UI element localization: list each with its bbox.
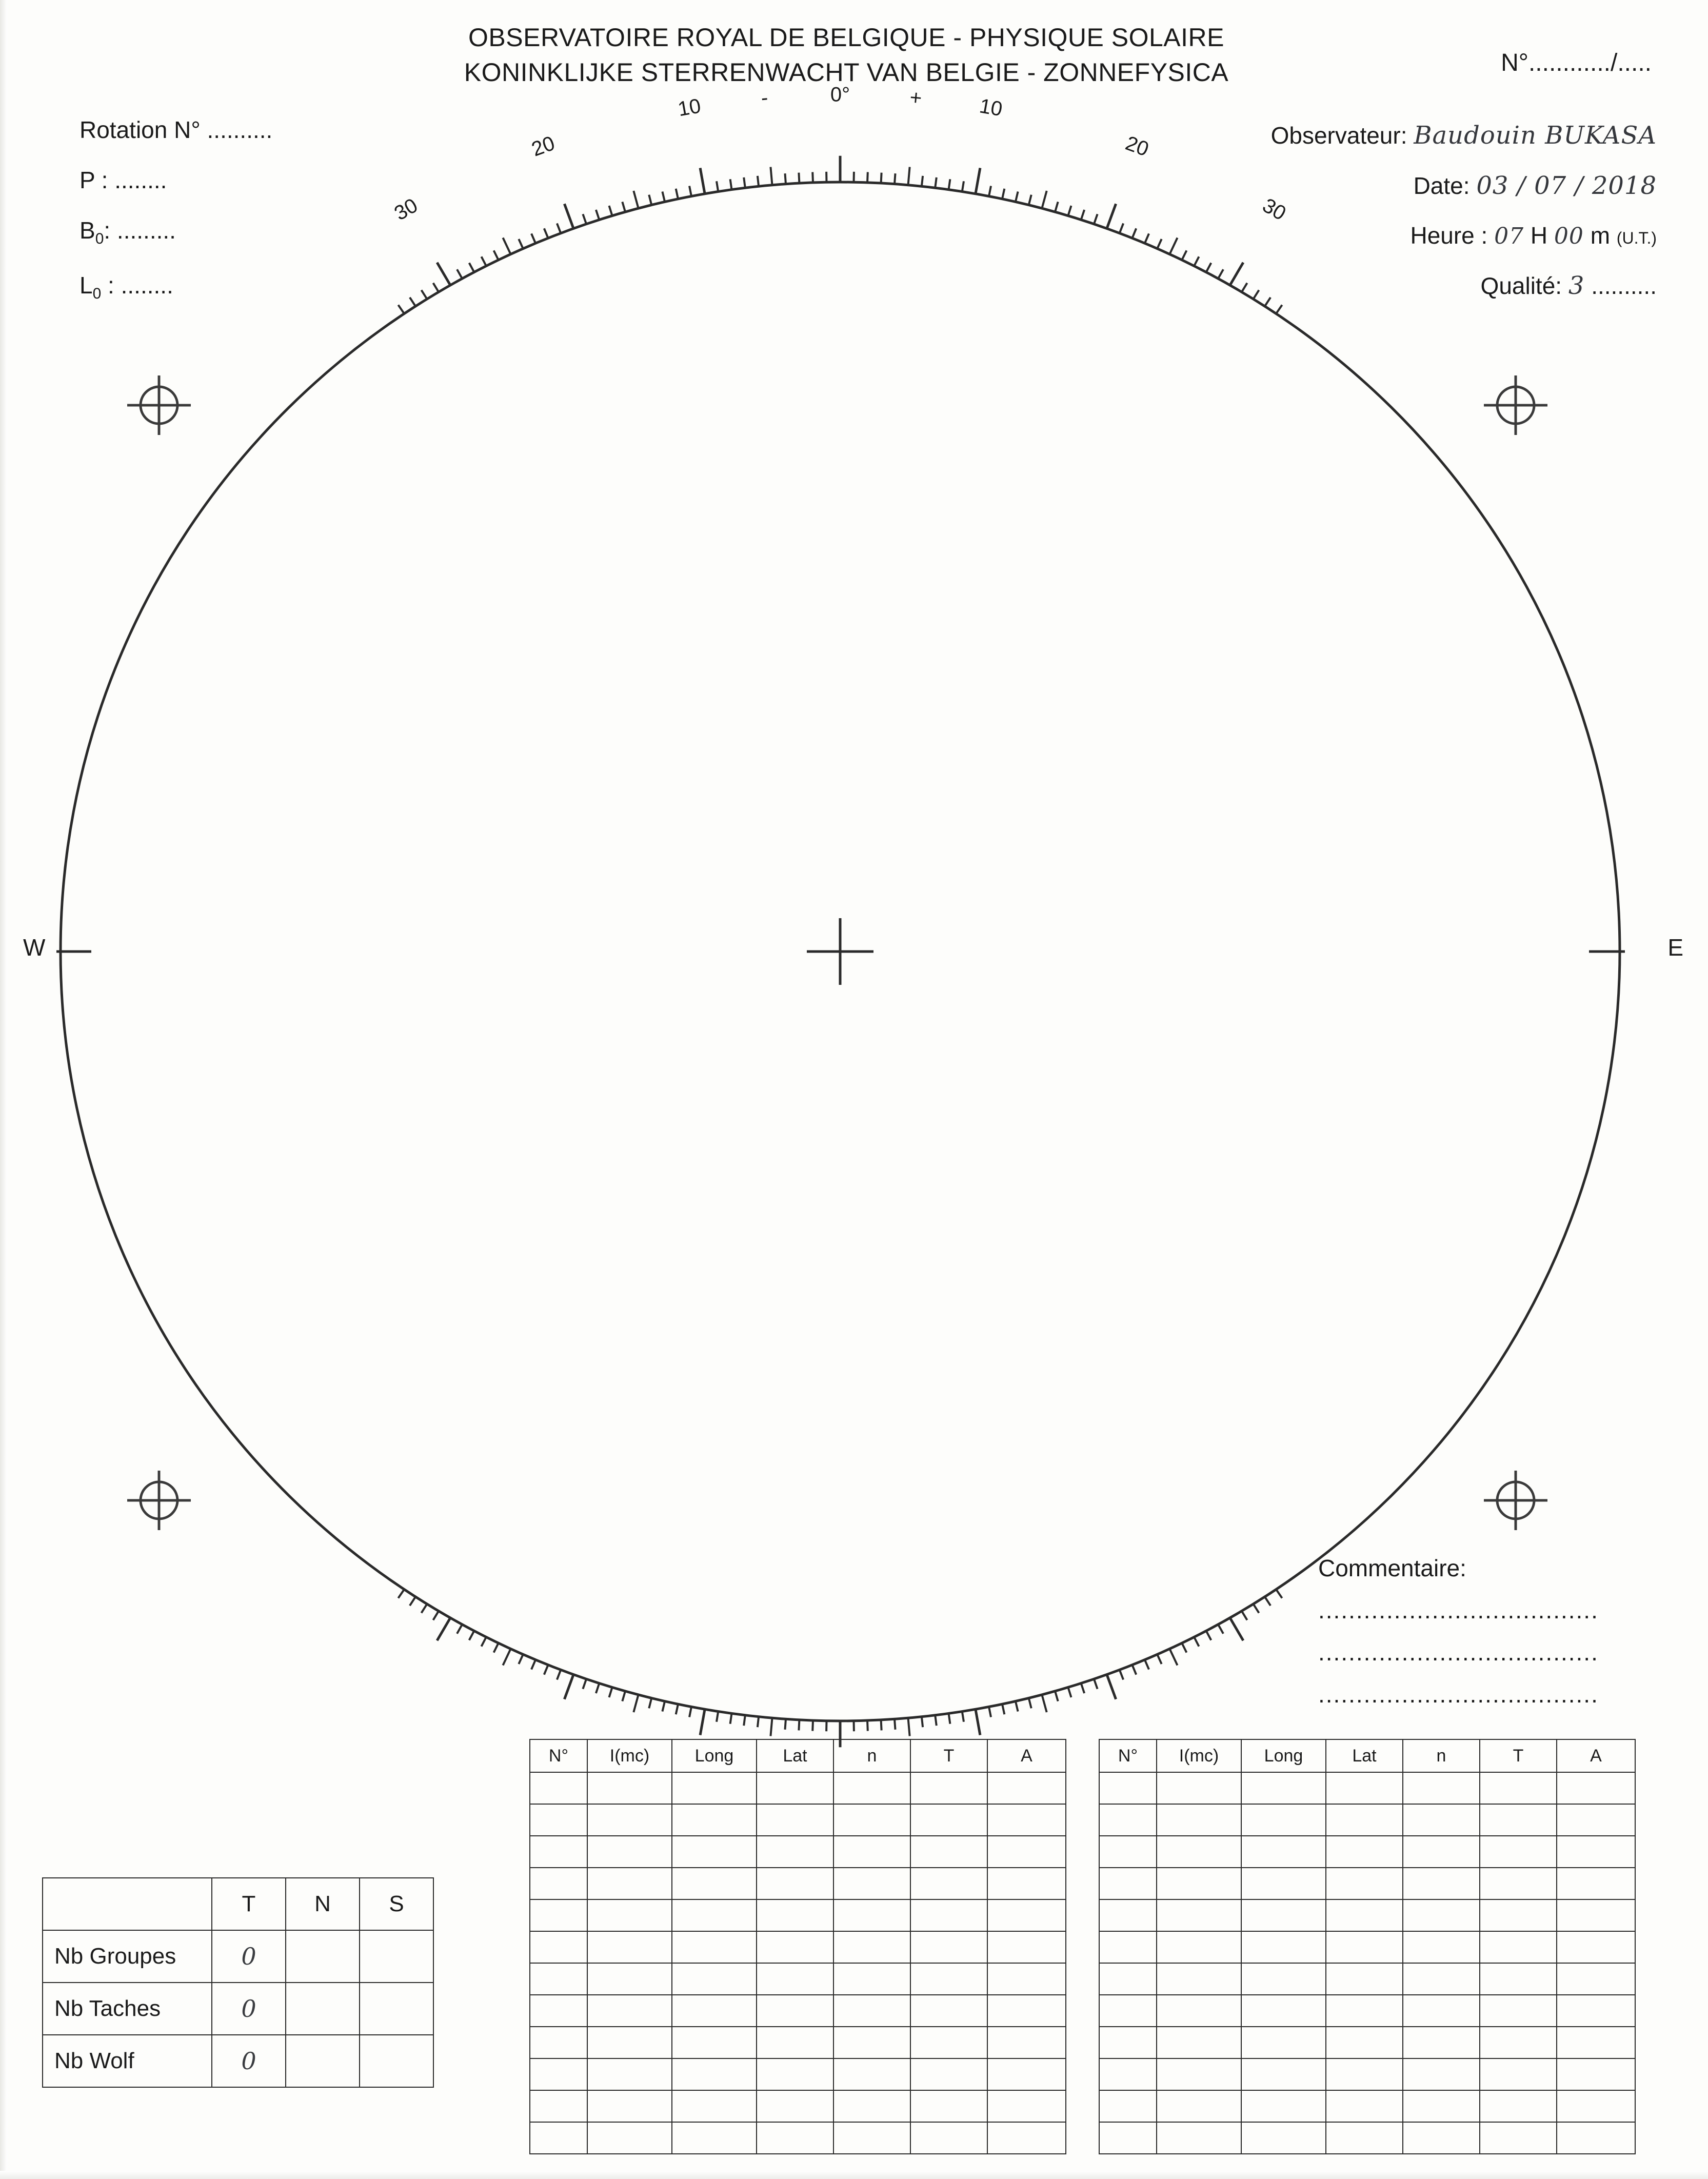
table-cell[interactable] — [530, 2122, 587, 2154]
disk-center-cross — [807, 918, 873, 985]
summary-corner-cell — [43, 1878, 212, 1930]
col-n: n — [833, 1739, 910, 1772]
table-cell[interactable] — [587, 1899, 672, 1931]
sunspot-table-left[interactable] — [529, 1739, 1066, 2154]
table-cell[interactable] — [910, 2058, 987, 2090]
table-cell[interactable] — [1099, 2027, 1157, 2058]
summary-row[interactable] — [43, 1930, 433, 1983]
table-cell[interactable] — [672, 2058, 757, 2090]
graduation-label: + — [908, 86, 923, 110]
table-cell[interactable] — [530, 1868, 587, 1899]
graduation-label: 30 — [1259, 194, 1290, 225]
table-cell[interactable] — [587, 1963, 672, 1995]
table-cell[interactable] — [910, 1995, 987, 2027]
table-cell[interactable] — [530, 1931, 587, 1963]
table-row[interactable] — [530, 1772, 1066, 1804]
col-number: N° — [1099, 1739, 1157, 1772]
comment-line-1[interactable]: ..................................... — [1318, 1597, 1599, 1623]
table-cell[interactable] — [987, 1772, 1066, 1804]
summary-header-row — [43, 1878, 433, 1930]
registration-marks — [127, 375, 1547, 1530]
time-field[interactable] — [1271, 224, 1657, 248]
graduation-label: 30 — [390, 194, 422, 225]
table-cell[interactable] — [1480, 2122, 1557, 2154]
table-cell[interactable] — [757, 1772, 833, 1804]
table-cell[interactable] — [1557, 1836, 1635, 1868]
table-cell[interactable] — [1241, 1899, 1326, 1931]
observer-value: Baudouin BUKASA — [1414, 121, 1657, 150]
table-row[interactable] — [530, 1963, 1066, 1995]
table-cell[interactable] — [1157, 1995, 1241, 2027]
table-cell[interactable] — [530, 1995, 587, 2027]
col-imc: I(mc) — [1157, 1739, 1241, 1772]
summary-value-s[interactable] — [360, 1983, 433, 2035]
quality-label: Qualité: — [1480, 272, 1562, 299]
graduation-label: 10 — [676, 94, 703, 121]
table-row[interactable] — [1099, 2027, 1635, 2058]
summary-row[interactable] — [43, 2035, 433, 2087]
table-cell[interactable] — [1157, 1868, 1241, 1899]
table-cell[interactable] — [910, 1868, 987, 1899]
table-cell[interactable] — [1099, 1963, 1157, 1995]
table-cell[interactable] — [910, 1836, 987, 1868]
time-ut-note: (U.T.) — [1616, 229, 1657, 247]
table-cell[interactable] — [987, 1836, 1066, 1868]
summary-row-label: Nb Wolf — [43, 2035, 212, 2087]
date-value: 03 / 07 / 2018 — [1476, 171, 1657, 200]
table-cell[interactable] — [910, 2027, 987, 2058]
table-cell[interactable] — [987, 1995, 1066, 2027]
rotation-field[interactable]: Rotation N° .......... — [80, 116, 273, 143]
table-cell[interactable] — [833, 1868, 910, 1899]
table-row[interactable] — [530, 2090, 1066, 2122]
table-cell[interactable] — [1557, 1868, 1635, 1899]
table-cell[interactable] — [910, 1899, 987, 1931]
table-cell[interactable] — [1403, 1868, 1480, 1899]
table-cell[interactable] — [1326, 2027, 1403, 2058]
summary-value-n[interactable] — [286, 2035, 360, 2087]
table-cell[interactable] — [1557, 2090, 1635, 2122]
table-cell[interactable] — [1557, 1995, 1635, 2027]
table-cell[interactable] — [1557, 1931, 1635, 1963]
comment-line-2[interactable]: ..................................... — [1318, 1639, 1599, 1666]
sunspot-table-right[interactable] — [1099, 1739, 1636, 2154]
table-row[interactable] — [530, 1836, 1066, 1868]
table-cell[interactable] — [1099, 1804, 1157, 1836]
quality-field[interactable] — [1271, 273, 1657, 298]
table-cell[interactable] — [833, 2058, 910, 2090]
col-a: A — [987, 1739, 1066, 1772]
table-cell[interactable] — [833, 1963, 910, 1995]
limb-graduation-labels — [390, 84, 1289, 225]
table-cell[interactable] — [910, 1963, 987, 1995]
table-cell[interactable] — [587, 1868, 672, 1899]
table-cell[interactable] — [910, 2122, 987, 2154]
table-cell[interactable] — [1157, 2090, 1241, 2122]
scan-edge-bottom — [0, 2171, 1708, 2179]
table-cell[interactable] — [757, 1931, 833, 1963]
summary-value-t[interactable] — [212, 1983, 286, 2035]
graduation-label: 20 — [528, 132, 558, 161]
quality-value: 3 — [1568, 271, 1585, 300]
summary-counts-table[interactable] — [42, 1877, 434, 2088]
table-row[interactable] — [530, 2027, 1066, 2058]
table-cell[interactable] — [757, 1836, 833, 1868]
table-cell[interactable] — [757, 2122, 833, 2154]
table-cell[interactable] — [1557, 1899, 1635, 1931]
table-cell[interactable] — [833, 1772, 910, 1804]
table-cell[interactable] — [1480, 2058, 1557, 2090]
table-cell[interactable] — [1157, 2058, 1241, 2090]
table-cell[interactable] — [987, 1899, 1066, 1931]
table-cell[interactable] — [1403, 1899, 1480, 1931]
l0-field[interactable] — [80, 273, 272, 302]
table-cell[interactable] — [1241, 1804, 1326, 1836]
summary-col-n: N — [286, 1878, 360, 1930]
table-cell[interactable] — [530, 2058, 587, 2090]
table-row[interactable] — [530, 1804, 1066, 1836]
table-cell[interactable] — [1241, 1772, 1326, 1804]
table-cell[interactable] — [1480, 1995, 1557, 2027]
table-row[interactable] — [1099, 1899, 1635, 1931]
table-cell[interactable] — [1326, 1963, 1403, 1995]
table-cell[interactable] — [987, 2122, 1066, 2154]
table-cell[interactable] — [757, 1868, 833, 1899]
table-cell[interactable] — [1403, 1963, 1480, 1995]
table-cell[interactable] — [672, 1868, 757, 1899]
handwritten-value: 0 — [241, 1943, 256, 1970]
table-cell[interactable] — [587, 1836, 672, 1868]
table-cell[interactable] — [757, 1995, 833, 2027]
table-row[interactable] — [530, 1899, 1066, 1931]
table-cell[interactable] — [1241, 1963, 1326, 1995]
table-cell[interactable] — [757, 2090, 833, 2122]
table-cell[interactable] — [587, 2122, 672, 2154]
table-cell[interactable] — [1480, 1836, 1557, 1868]
col-lat: Lat — [757, 1739, 833, 1772]
table-cell[interactable] — [1480, 1868, 1557, 1899]
table-cell[interactable] — [1099, 1772, 1157, 1804]
table-cell[interactable] — [987, 1931, 1066, 1963]
comment-line-3[interactable]: ..................................... — [1318, 1681, 1599, 1708]
table-cell[interactable] — [530, 2090, 587, 2122]
table-cell[interactable] — [1403, 1804, 1480, 1836]
handwritten-value: 0 — [241, 2047, 256, 2075]
west-label: W — [23, 934, 46, 961]
table-cell[interactable] — [1480, 1899, 1557, 1931]
table-cell[interactable] — [530, 1772, 587, 1804]
table-cell[interactable] — [1326, 1899, 1403, 1931]
page-title — [380, 21, 1313, 90]
summary-value-t[interactable] — [212, 1930, 286, 1983]
table-cell[interactable] — [757, 2058, 833, 2090]
graduation-label: - — [760, 86, 769, 110]
col-n: n — [1403, 1739, 1480, 1772]
table-cell[interactable] — [1403, 2027, 1480, 2058]
observation-block — [1271, 123, 1657, 324]
table-cell[interactable] — [987, 1868, 1066, 1899]
table-cell[interactable] — [987, 1963, 1066, 1995]
table-cell[interactable] — [833, 2090, 910, 2122]
table-cell[interactable] — [757, 1899, 833, 1931]
table-cell[interactable] — [987, 2090, 1066, 2122]
table-cell[interactable] — [587, 1804, 672, 1836]
table-cell[interactable] — [1403, 2058, 1480, 2090]
table-cell[interactable] — [530, 1804, 587, 1836]
table-cell[interactable] — [1326, 2122, 1403, 2154]
summary-row[interactable] — [43, 1983, 433, 2035]
table-row[interactable] — [1099, 1931, 1635, 1963]
table-cell[interactable] — [833, 1899, 910, 1931]
title-french: OBSERVATOIRE ROYAL DE BELGIQUE - PHYSIQUE SOLAIRE — [468, 23, 1224, 52]
scan-edge-left — [0, 0, 7, 2179]
parameter-list — [80, 118, 272, 328]
table-row[interactable] — [530, 2058, 1066, 2090]
time-hours: 07 — [1494, 223, 1524, 249]
table-cell[interactable] — [1099, 2090, 1157, 2122]
table-cell[interactable] — [987, 2027, 1066, 2058]
table-cell[interactable] — [587, 1995, 672, 2027]
table-cell[interactable] — [1099, 1899, 1157, 1931]
table-cell[interactable] — [757, 1804, 833, 1836]
table-cell[interactable] — [1557, 2058, 1635, 2090]
table-cell[interactable] — [910, 1804, 987, 1836]
table-cell[interactable] — [1241, 1836, 1326, 1868]
summary-value-n[interactable] — [286, 1983, 360, 2035]
b0-label: B — [80, 217, 95, 244]
table-cell[interactable] — [1157, 1836, 1241, 1868]
table-cell[interactable] — [1557, 1772, 1635, 1804]
table-cell[interactable] — [530, 1836, 587, 1868]
table-cell[interactable] — [1326, 1836, 1403, 1868]
solar-limb-circle — [61, 182, 1620, 1721]
table-cell[interactable] — [1241, 1995, 1326, 2027]
summary-value-t[interactable] — [212, 2035, 286, 2087]
b0-subscript: 0 — [95, 230, 104, 248]
table-cell[interactable] — [672, 2090, 757, 2122]
table-cell[interactable] — [1099, 2122, 1157, 2154]
table-cell[interactable] — [1099, 1931, 1157, 1963]
col-t: T — [1480, 1739, 1557, 1772]
table-cell[interactable] — [1241, 1931, 1326, 1963]
table-cell[interactable] — [672, 2027, 757, 2058]
summary-value-n[interactable] — [286, 1930, 360, 1983]
table-cell[interactable] — [1480, 1963, 1557, 1995]
table-cell[interactable] — [1557, 1963, 1635, 1995]
table-cell[interactable] — [672, 1899, 757, 1931]
summary-row-label: Nb Taches — [43, 1983, 212, 2035]
table-cell[interactable] — [1099, 1995, 1157, 2027]
table-cell[interactable] — [587, 1931, 672, 1963]
table-cell[interactable] — [1403, 1995, 1480, 2027]
table-cell[interactable] — [1480, 2090, 1557, 2122]
table-cell[interactable] — [672, 1836, 757, 1868]
table-cell[interactable] — [833, 2122, 910, 2154]
table-cell[interactable] — [1099, 1868, 1157, 1899]
table-row[interactable] — [1099, 2122, 1635, 2154]
col-imc: I(mc) — [587, 1739, 672, 1772]
table-row[interactable] — [1099, 1772, 1635, 1804]
table-cell[interactable] — [1241, 2090, 1326, 2122]
table-cell[interactable] — [1099, 1836, 1157, 1868]
table-cell[interactable] — [1557, 1804, 1635, 1836]
comment-label: Commentaire: — [1318, 1555, 1466, 1581]
table-cell[interactable] — [757, 1963, 833, 1995]
table-cell[interactable] — [757, 2027, 833, 2058]
comment-block — [1318, 1554, 1657, 1708]
summary-value-s[interactable] — [360, 1930, 433, 1983]
col-long: Long — [672, 1739, 757, 1772]
table-cell[interactable] — [587, 2090, 672, 2122]
table-cell[interactable] — [672, 1963, 757, 1995]
table-cell[interactable] — [672, 1995, 757, 2027]
b0-dots: : ......... — [104, 217, 176, 244]
table-cell[interactable] — [833, 1836, 910, 1868]
table-row[interactable] — [1099, 1868, 1635, 1899]
table-cell[interactable] — [530, 1963, 587, 1995]
table-cell[interactable] — [1326, 2090, 1403, 2122]
table-cell[interactable] — [530, 2027, 587, 2058]
graduation-label: 20 — [1122, 132, 1152, 161]
table-cell[interactable] — [1326, 1804, 1403, 1836]
table-cell[interactable] — [910, 1772, 987, 1804]
quality-dots: .......... — [1591, 272, 1657, 299]
time-h-unit: H — [1530, 222, 1548, 249]
col-a: A — [1557, 1739, 1635, 1772]
summary-value-s[interactable] — [360, 2035, 433, 2087]
table-cell[interactable] — [987, 1804, 1066, 1836]
table-cell[interactable] — [1241, 2027, 1326, 2058]
table-cell[interactable] — [833, 1995, 910, 2027]
table-cell[interactable] — [672, 1772, 757, 1804]
table-cell[interactable] — [833, 1931, 910, 1963]
table-cell[interactable] — [1157, 2122, 1241, 2154]
table-cell[interactable] — [1403, 1836, 1480, 1868]
table-row[interactable] — [1099, 2090, 1635, 2122]
table-cell[interactable] — [1557, 2122, 1635, 2154]
l0-subscript: 0 — [92, 285, 102, 303]
table-cell[interactable] — [1157, 1963, 1241, 1995]
table-row[interactable] — [1099, 1804, 1635, 1836]
b0-field[interactable] — [80, 219, 272, 247]
table-cell[interactable] — [672, 2122, 757, 2154]
table-cell[interactable] — [587, 2027, 672, 2058]
time-m-unit: m — [1590, 222, 1611, 249]
table-cell[interactable] — [910, 2090, 987, 2122]
table-cell[interactable] — [672, 1931, 757, 1963]
table-cell[interactable] — [1241, 2122, 1326, 2154]
col-number: N° — [530, 1739, 587, 1772]
table-cell[interactable] — [1157, 1772, 1241, 1804]
l0-dots: : ........ — [101, 272, 173, 299]
date-field[interactable] — [1271, 173, 1657, 198]
col-long: Long — [1241, 1739, 1326, 1772]
table-cell[interactable] — [910, 1931, 987, 1963]
table-cell[interactable] — [1157, 2027, 1241, 2058]
table-cell[interactable] — [1157, 1804, 1241, 1836]
table-cell[interactable] — [1480, 1931, 1557, 1963]
table-row[interactable] — [1099, 1963, 1635, 1995]
col-t: T — [910, 1739, 987, 1772]
table-row[interactable] — [530, 1995, 1066, 2027]
table-cell[interactable] — [1557, 2027, 1635, 2058]
observer-label: Observateur: — [1270, 122, 1407, 149]
p-field[interactable]: P : ........ — [80, 167, 167, 193]
summary-col-s: S — [360, 1878, 433, 1930]
table-header-row — [530, 1739, 1066, 1772]
table-row[interactable] — [530, 1868, 1066, 1899]
time-minutes: 00 — [1554, 223, 1584, 249]
table-cell[interactable] — [1099, 2058, 1157, 2090]
table-row[interactable] — [1099, 1995, 1635, 2027]
graduation-label: 0° — [830, 83, 850, 106]
handwritten-value: 0 — [241, 1995, 256, 2023]
table-cell[interactable] — [1326, 1868, 1403, 1899]
title-dutch: KONINKLIJKE STERRENWACHT VAN BELGIE - ZONNEFYSICA — [464, 57, 1229, 87]
table-cell[interactable] — [1241, 1868, 1326, 1899]
table-cell[interactable] — [1403, 2122, 1480, 2154]
summary-col-t: T — [212, 1878, 286, 1930]
l0-label: L — [80, 272, 93, 299]
table-cell[interactable] — [672, 1804, 757, 1836]
table-cell[interactable] — [1480, 1772, 1557, 1804]
table-cell[interactable] — [587, 1772, 672, 1804]
table-cell[interactable] — [1403, 1772, 1480, 1804]
table-cell[interactable] — [833, 1804, 910, 1836]
table-cell[interactable] — [833, 2027, 910, 2058]
table-cell[interactable] — [1241, 2058, 1326, 2090]
table-cell[interactable] — [987, 2058, 1066, 2090]
table-row[interactable] — [1099, 2058, 1635, 2090]
table-cell[interactable] — [1480, 2027, 1557, 2058]
table-cell[interactable] — [1326, 1931, 1403, 1963]
east-label: E — [1667, 934, 1683, 961]
time-label: Heure : — [1410, 222, 1488, 249]
summary-row-label: Nb Groupes — [43, 1930, 212, 1983]
document-number-field[interactable]: N°............/..... — [1501, 49, 1652, 76]
col-lat: Lat — [1326, 1739, 1403, 1772]
observer-field[interactable] — [1271, 123, 1657, 148]
table-cell[interactable] — [1480, 1804, 1557, 1836]
table-row[interactable] — [530, 2122, 1066, 2154]
table-row[interactable] — [530, 1931, 1066, 1963]
table-cell[interactable] — [1403, 2090, 1480, 2122]
limb-graduation-ticks — [398, 156, 1282, 1747]
graduation-label: 10 — [978, 94, 1004, 121]
table-cell[interactable] — [1157, 1931, 1241, 1963]
date-label: Date: — [1413, 172, 1470, 199]
table-cell[interactable] — [1403, 1931, 1480, 1963]
table-row[interactable] — [1099, 1836, 1635, 1868]
table-cell[interactable] — [1157, 1899, 1241, 1931]
table-cell[interactable] — [587, 2058, 672, 2090]
table-cell[interactable] — [1326, 1772, 1403, 1804]
table-cell[interactable] — [1326, 1995, 1403, 2027]
table-header-row — [1099, 1739, 1635, 1772]
table-cell[interactable] — [1326, 2058, 1403, 2090]
table-cell[interactable] — [530, 1899, 587, 1931]
